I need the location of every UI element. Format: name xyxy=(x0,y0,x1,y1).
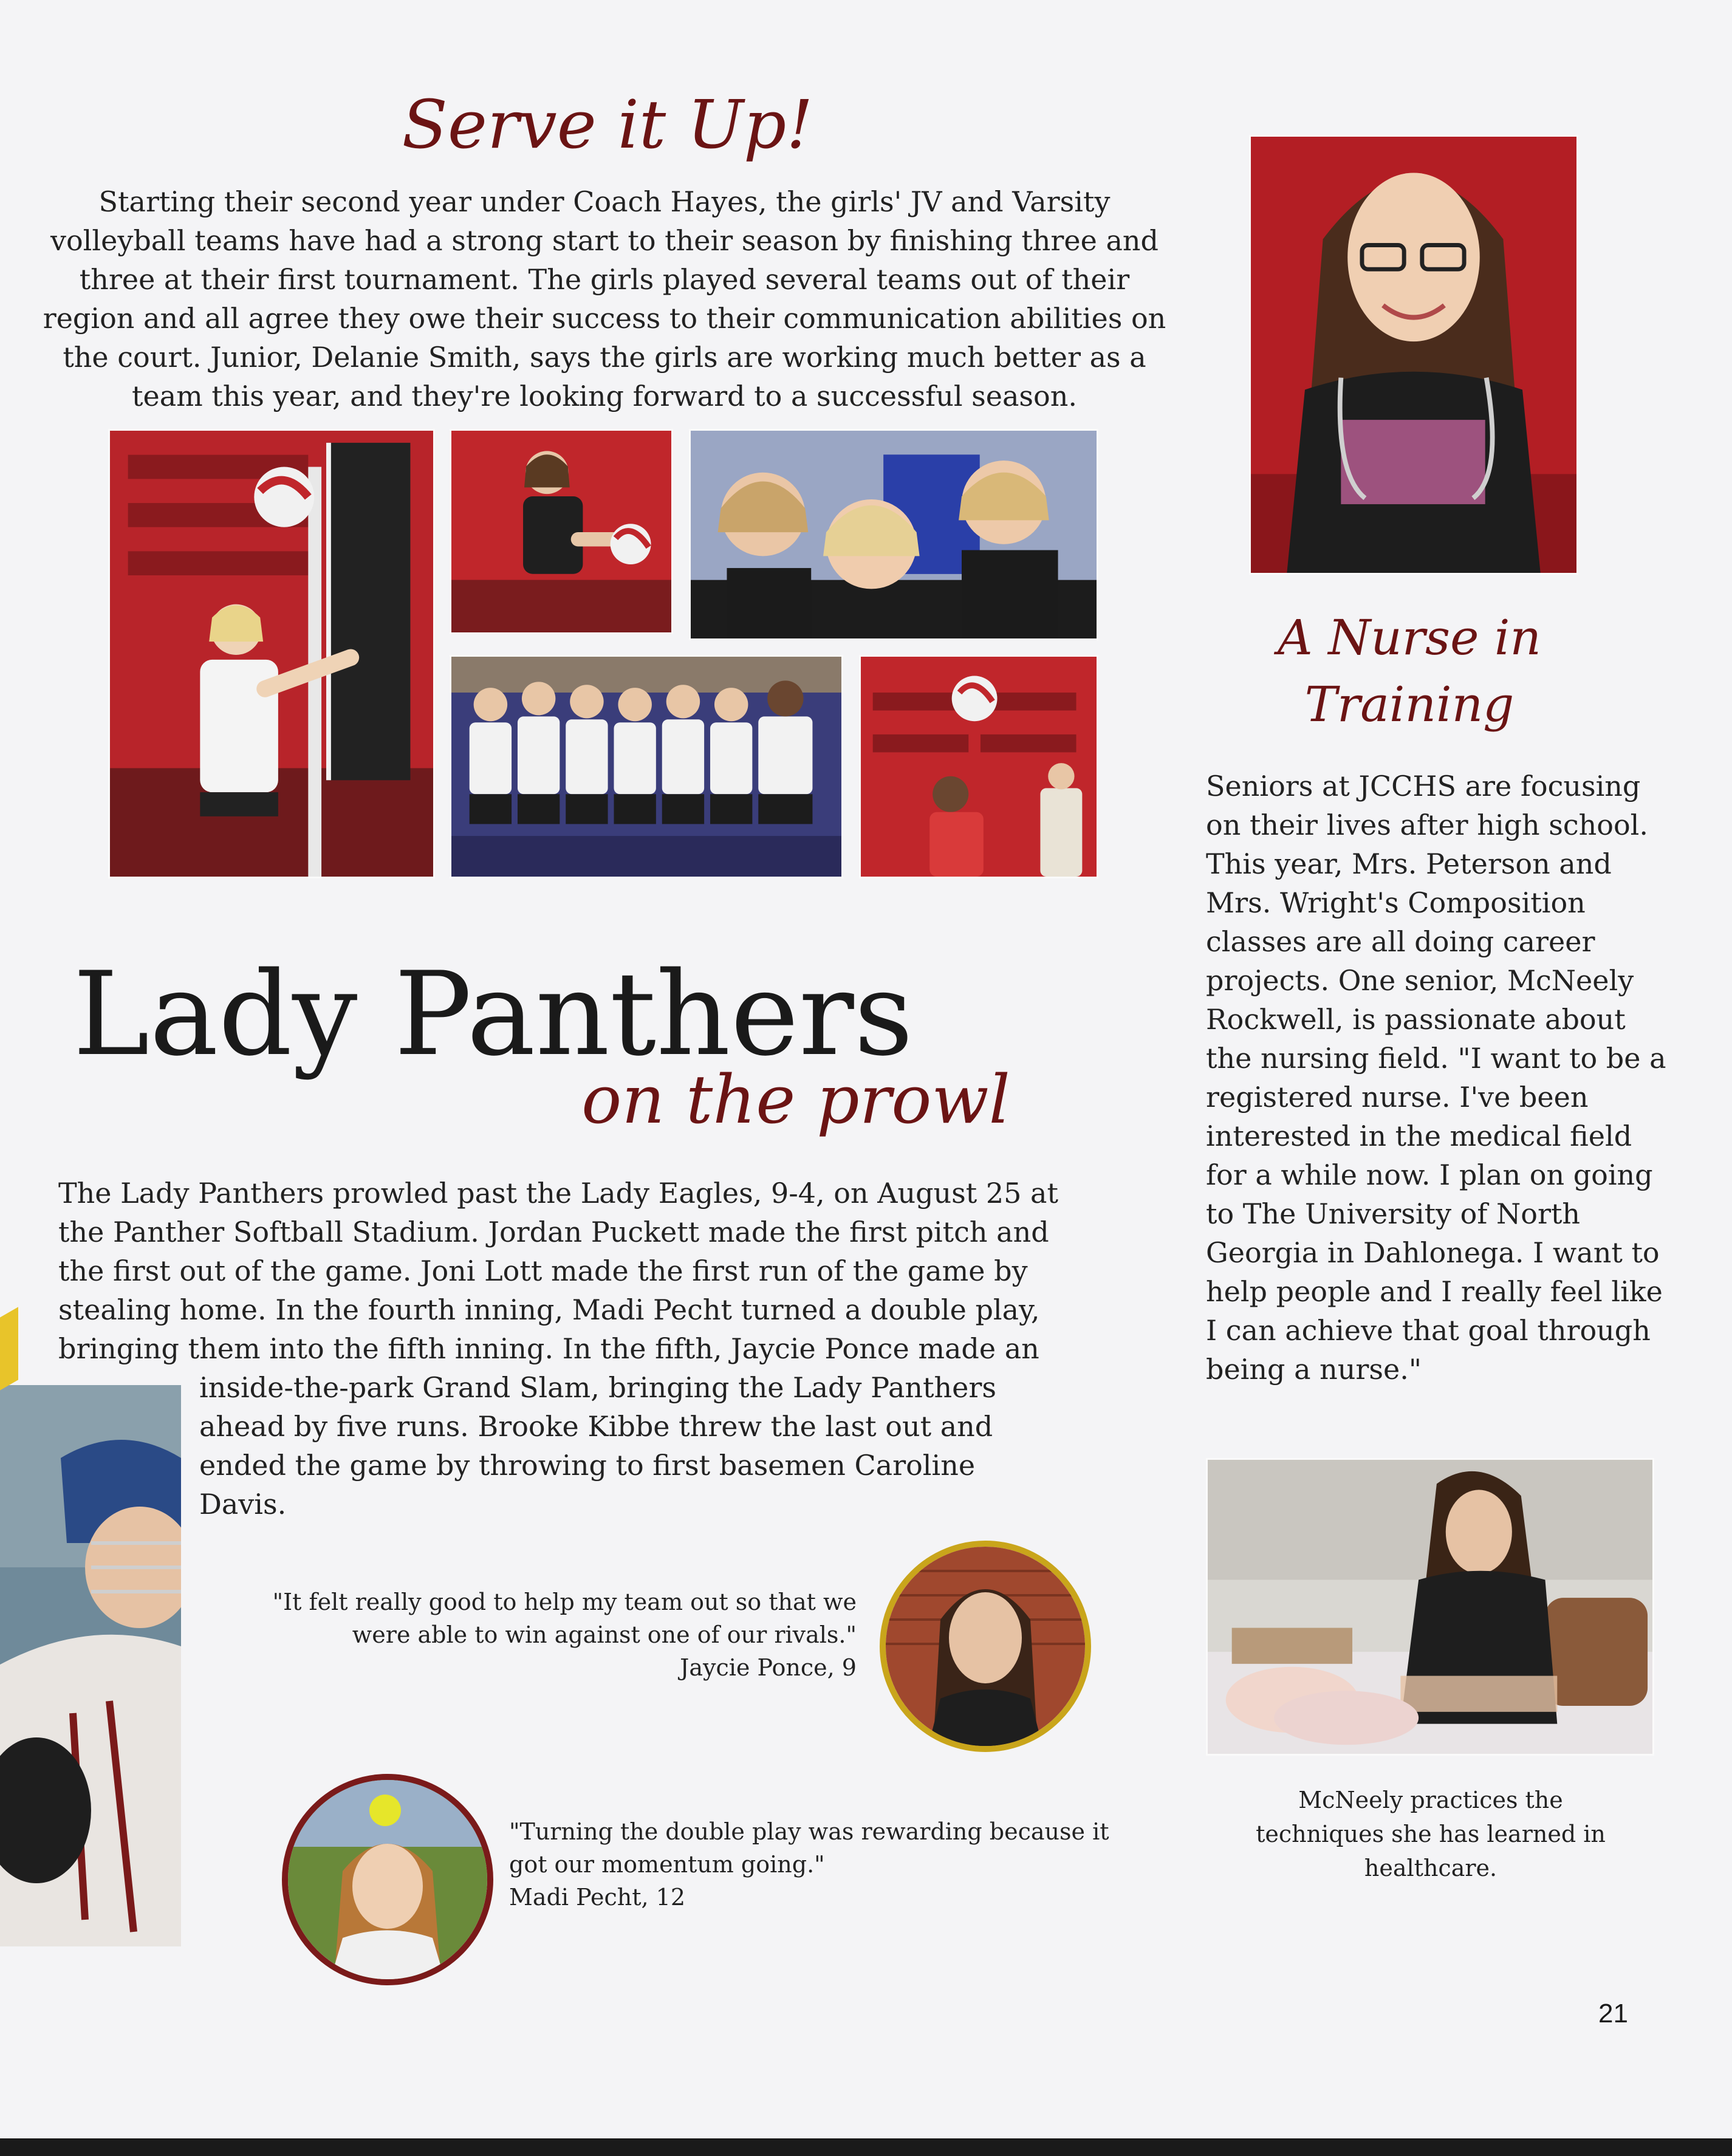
quote-madi xyxy=(509,1815,1129,1914)
quote-jaycie-attribution: Jaycie Ponce, 9 xyxy=(680,1654,857,1681)
volleyball-photo-selfie xyxy=(689,429,1098,640)
volleyball-heading: Serve it Up! xyxy=(402,86,813,163)
quote-madi-text: "Turning the double play was rewarding because it got our momentum going." xyxy=(509,1818,1109,1878)
volleyball-photo-team xyxy=(450,655,843,878)
jaycie-portrait xyxy=(880,1541,1091,1752)
softball-body-line-2: the Panther Softball Stadium. Jordan Puckett made the first pitch and xyxy=(58,1216,1049,1248)
volleyball-photo-dig xyxy=(450,429,673,634)
volleyball-photo-bump xyxy=(108,429,435,878)
nurse-practice-photo xyxy=(1206,1458,1654,1756)
softball-body-line-5: bringing them into the fifth inning. In the fifth, Jaycie Ponce made an xyxy=(58,1332,1039,1365)
nurse-body: Seniors at JCCHS are focusing on their lives after high school. This year, Mrs. Peterson and Mrs. Wright's Composition classes are all doing career projects. One senior, McNeely Rockwell, is passionate about the nursing field. "I want to be a registered nurse. I've been interested in the medical field for a while now. I plan on going to The University of North Georgia in Dahlonega. I want to help people and I really feel like I can achieve that goal through being a nurse." xyxy=(1206,770,1666,1386)
nurse-photo-caption: McNeely practices the techniques she has learned in healthcare. xyxy=(1256,1787,1606,1881)
madi-portrait xyxy=(282,1774,493,1985)
volleyball-body: Starting their second year under Coach Hayes, the girls' JV and Varsity volleyball teams have had a strong start to their season by finishing three and three at their first tournament. The girls played several teams out of their region and all agree they owe their success to their communication abilities on the court. Junior, Delanie Smith, says the girls are working much better as a team this year, and they're looking forward to a successful season. xyxy=(43,185,1166,412)
quote-jaycie xyxy=(243,1586,857,1684)
softball-body-line-3: the first out of the game. Joni Lott made the first run of the game by xyxy=(58,1254,1028,1287)
softball-body-indented: inside-the-park Grand Slam, bringing the Lady Panthers ahead by five runs. Brooke Kibbe threw the last out and ended the game by throwing to first basemen Caroline Davis. xyxy=(199,1371,996,1521)
softball-subtitle: on the prowl xyxy=(581,1061,1010,1138)
softball-body-line-1: The Lady Panthers prowled past the Lady Eagles, 9-4, on August 25 at xyxy=(58,1177,1058,1210)
quote-madi-attribution: Madi Pecht, 12 xyxy=(509,1884,686,1911)
softball-body-line-4: stealing home. In the fourth inning, Madi Pecht turned a double play, xyxy=(58,1293,1040,1326)
yellow-accent-stripe xyxy=(0,1307,18,1390)
softball-title: Lady Panthers xyxy=(73,947,914,1081)
page-number: 21 xyxy=(1598,1999,1628,2028)
volleyball-photo-set xyxy=(859,655,1098,878)
nurse-portrait-photo xyxy=(1249,135,1578,575)
softball-body-full xyxy=(58,1174,1164,1368)
quote-jaycie-text: "It felt really good to help my team out so that we were able to win against one of our rivals." xyxy=(272,1589,857,1648)
page-bottom-edge xyxy=(0,2138,1732,2156)
nurse-heading-line1: A Nurse in xyxy=(1278,609,1541,666)
nurse-heading-line2: Training xyxy=(1304,676,1515,733)
softball-batter-photo xyxy=(0,1385,181,1946)
